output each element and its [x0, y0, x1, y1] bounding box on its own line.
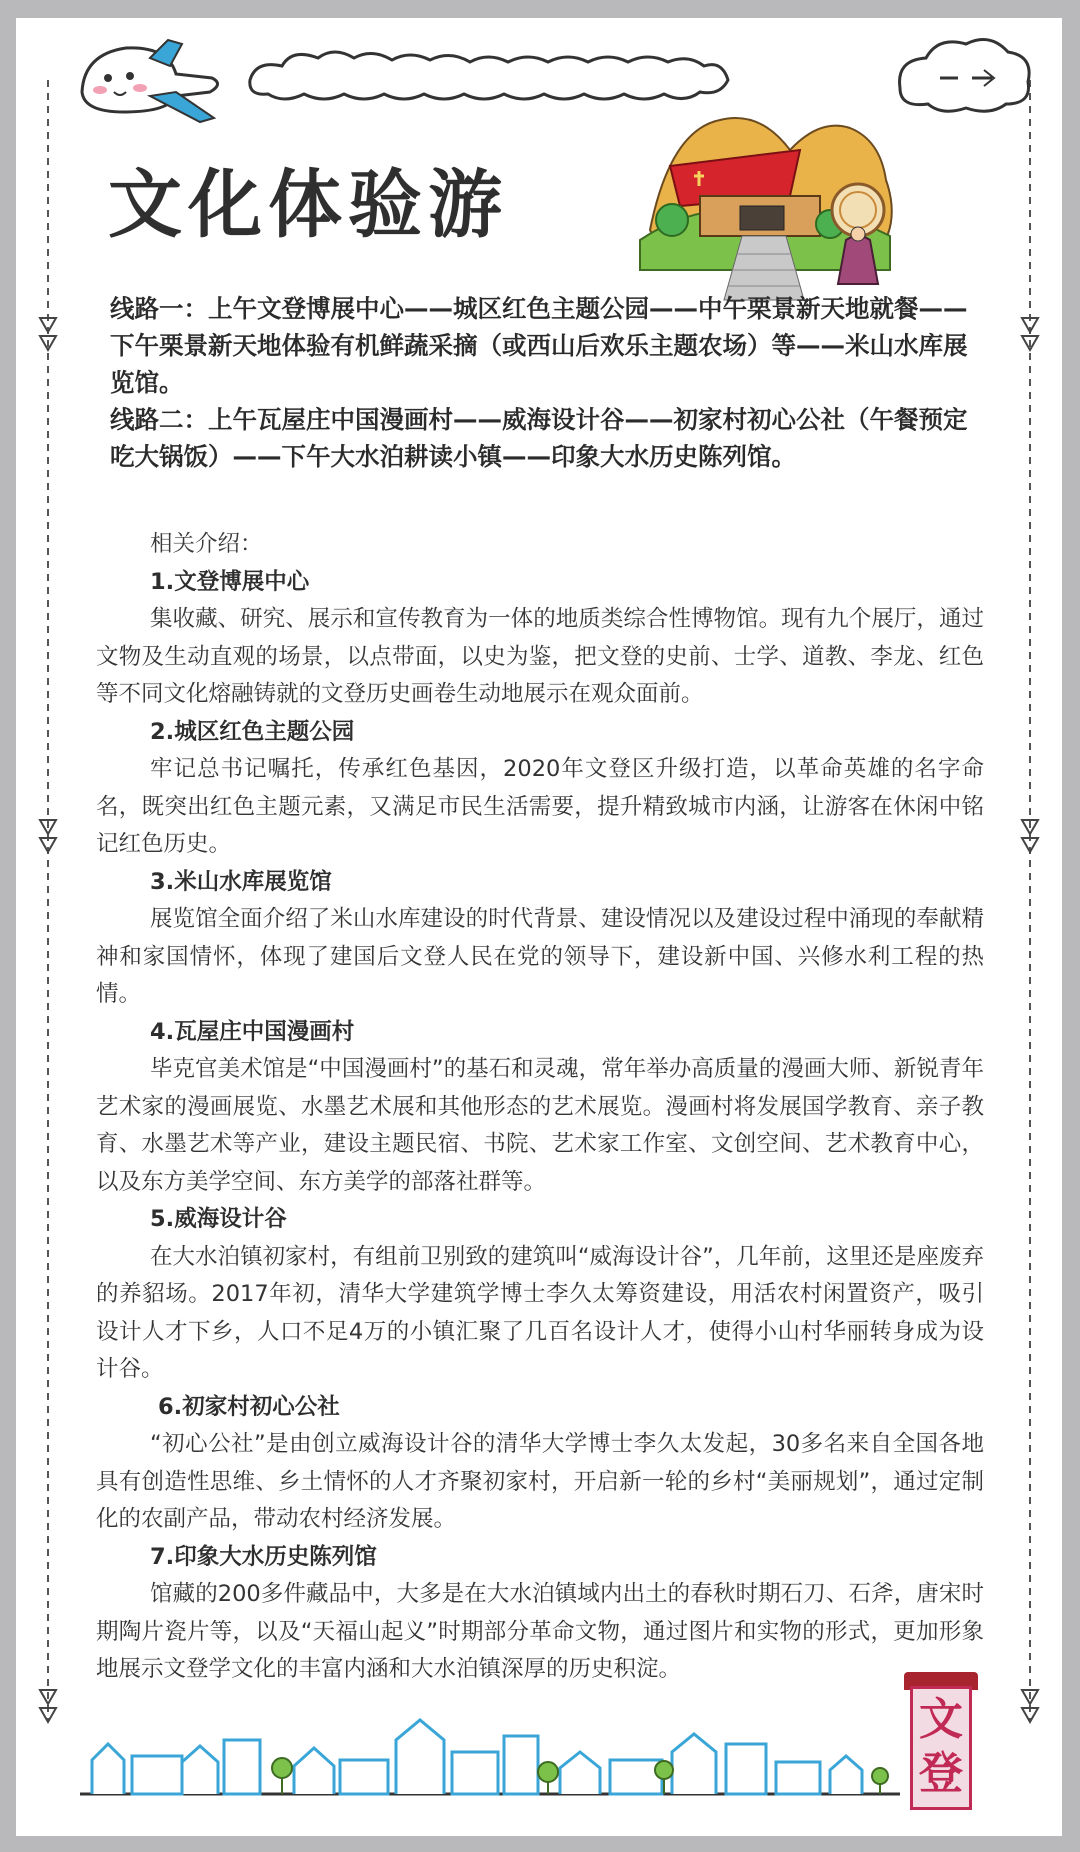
section-text: 展览馆全面介绍了米山水库建设的时代背景、建设情况以及建设过程中涌现的奉献精神和家国情怀，体现了建国后文登人民在党的领导下，建设新中国、兴修水利工程的热情。: [96, 906, 984, 1007]
cloud-face-icon: [900, 40, 1030, 112]
wendeng-stamp-logo: [910, 1672, 972, 1810]
route-one: 线路一：上午文登博展中心——城区红色主题公园——中午栗景新天地就餐——下午栗景新天地体验有机鲜蔬采摘（或西山后欢乐主题农场）等——米山水库展览馆。: [110, 294, 968, 397]
section-text: 集收藏、研究、展示和宣传教育为一体的地质类综合性博物馆。现有九个展厅，通过文物及生动直观的场景，以点带面，以史为鉴，把文登的史前、士学、道教、李龙、红色等不同文化熔融铸就的文登历史画卷生动地展示在观众面前。: [96, 606, 984, 707]
section-text: 馆藏的200多件藏品中，大多是在大水泊镇域内出土的春秋时期石刀、石斧，唐宋时期陶片瓷片等，以及“天福山起义”时期部分革命文物，通过图片和实物的形式，更加形象地展示文登学文化的丰富内涵和大水泊镇深厚的历史积淀。: [96, 1581, 984, 1682]
stamp-char-deng: 登: [919, 1748, 963, 1799]
section-title: 6.初家村初心公社: [158, 1393, 340, 1420]
page-title: 文化体验游: [108, 162, 508, 248]
section-text: 在大水泊镇初家村，有组前卫别致的建筑叫“威海设计谷”，几年前，这里还是座废弃的养貂场。2017年初，清华大学建筑学博士李久太筹资建设，用活农村闲置资产，吸引设计人才下乡，人口不足4万的小镇汇聚了几百名设计人才，使得小山村华丽转身成为设计谷。: [96, 1243, 984, 1382]
section-title: 4.瓦屋庄中国漫画村: [150, 1018, 355, 1045]
intro-section: [96, 526, 984, 1689]
section-title: 5.威海设计谷: [150, 1206, 287, 1232]
section-title: 2.城区红色主题公园: [150, 718, 355, 745]
route-two: 线路二：上午瓦屋庄中国漫画村——威海设计谷——初家村初心公社（午餐预定吃大锅饭）——下午大水泊耕读小镇——印象大水历史陈列馆。: [110, 405, 968, 471]
red-memorial-illustration: [640, 118, 892, 300]
section-text: “初心公社”是由创立威海设计谷的清华大学博士李久太发起，30多名来自全国各地具有创造性思维、乡土情怀的人才齐聚初家村，开启新一轮的乡村“美丽规划”，通过定制化的农副产品，带动农村经济发展。: [96, 1431, 984, 1532]
airplane-mascot-icon: [82, 40, 218, 122]
section-title: 7.印象大水历史陈列馆: [150, 1543, 377, 1570]
cloud-ribbon-icon: [250, 52, 728, 99]
stamp-char-wen: 文: [919, 1694, 963, 1745]
intro-heading: 相关介绍：: [150, 531, 263, 557]
section-text: 毕克官美术馆是“中国漫画村”的基石和灵魂，常年举办高质量的漫画大师、新锐青年艺术家的漫画展览、水墨艺术展和其他形态的艺术展览。漫画村将发展国学教育、亲子教育、水墨艺术等产业，建设主题民宿、书院、艺术家工作室、文创空间、艺术教育中心，以及东方美学空间、东方美学的部落社群等。: [96, 1056, 984, 1195]
section-title: 1.文登博展中心: [150, 568, 310, 595]
section-text: 牢记总书记嘱托，传承红色基因，2020年文登区升级打造，以革命英雄的名字命名，既突出红色主题元素，又满足市民生活需要，提升精致城市内涵，让游客在休闲中铭记红色历史。: [96, 756, 984, 857]
routes-block: [110, 290, 990, 475]
houses-row-illustration: [80, 1720, 900, 1794]
section-title: 3.米山水库展览馆: [150, 868, 332, 895]
